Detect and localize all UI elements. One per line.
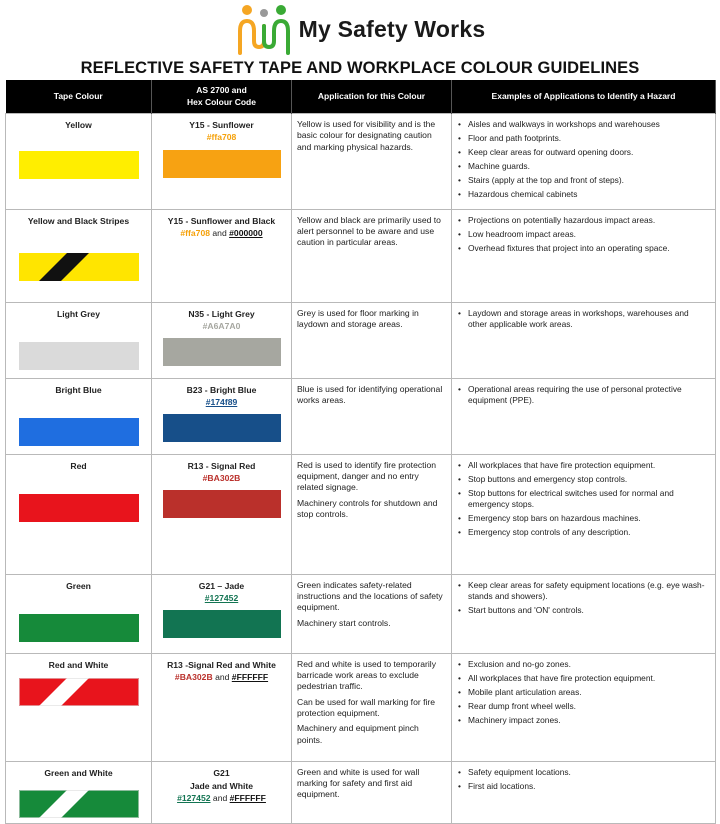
hex-code-line — [157, 132, 286, 143]
examples-list — [457, 460, 710, 539]
example-item: • Mobile plant articulation areas. — [468, 687, 710, 698]
application-text: Red is used to identify fire protection equipment, danger and no entry related signage. — [297, 459, 437, 493]
tape-name: Light Grey — [57, 308, 100, 319]
hex-code-line — [157, 397, 286, 408]
examples-cell — [452, 378, 716, 454]
hex-code: #ffa708 — [180, 227, 211, 238]
example-item: • Emergency stop controls of any description. — [468, 527, 710, 538]
header-application: Application for this Colour — [292, 80, 452, 114]
tape-name: Red — [70, 460, 87, 471]
tape-name: Bright Blue — [55, 384, 102, 395]
example-item: • Machine guards. — [468, 161, 710, 172]
as2700-cell — [152, 209, 292, 302]
application-cell — [292, 761, 452, 823]
example-item: • Emergency stop bars on hazardous machines. — [468, 513, 710, 524]
tape-sample — [19, 614, 139, 642]
hex-code: #174f89 — [205, 396, 238, 407]
example-item: • Hazardous chemical cabinets — [468, 189, 710, 200]
application-text: Grey is used for floor marking in laydown and storage areas. — [297, 307, 419, 329]
tape-name: Red and White — [48, 659, 109, 670]
as2700-code-name: Y15 - Sunflower and Black — [167, 215, 276, 226]
examples-cell — [452, 302, 716, 378]
table-row — [6, 574, 716, 653]
examples-list — [457, 580, 710, 616]
hex-code: #BA302B — [202, 472, 241, 483]
hex-code-line — [157, 593, 286, 604]
application-text: Yellow is used for visibility and is the basic colour for designating caution and marking physical hazards. — [297, 119, 436, 152]
example-item: • Rear dump front wheel wells. — [468, 701, 710, 712]
hex-code-line — [157, 793, 286, 804]
hex-colour-swatch — [163, 150, 281, 178]
hex-code: #ffa708 — [206, 132, 237, 143]
table-row — [6, 454, 716, 574]
examples-list — [457, 384, 710, 406]
hex-code: #BA302B — [174, 671, 213, 682]
as2700-code-name: R13 - Signal Red — [187, 460, 256, 471]
example-item: • First aid locations. — [468, 781, 710, 792]
application-cell — [292, 454, 452, 574]
examples-cell — [452, 209, 716, 302]
brand-name: My Safety Works — [298, 15, 486, 42]
tape-colour-cell — [6, 378, 152, 454]
example-item: • Floor and path footprints. — [468, 133, 710, 144]
example-item: • Keep clear areas for outward opening doors. — [468, 147, 710, 158]
example-item: • Start buttons and 'ON' controls. — [468, 605, 710, 616]
as2700-cell — [152, 302, 292, 378]
as2700-code-name: R13 -Signal Red and White — [167, 659, 276, 670]
header-examples: Examples of Applications to Identify a Hazard — [452, 80, 716, 114]
as2700-cell — [152, 574, 292, 653]
tape-sample — [19, 678, 139, 706]
header-as2700 — [152, 80, 292, 114]
as2700-cell — [152, 114, 292, 210]
table-row — [6, 209, 716, 302]
colour-guidelines-table — [5, 80, 716, 824]
tape-sample — [19, 790, 139, 818]
example-item: • Exclusion and no-go zones. — [468, 659, 710, 670]
example-item: • Stop buttons and emergency stop controls. — [468, 474, 710, 485]
as2700-cell — [152, 378, 292, 454]
tape-colour-cell — [6, 209, 152, 302]
hex-code: #127452 — [204, 592, 239, 603]
example-item: • Stairs (apply at the top and front of steps). — [468, 175, 710, 186]
as2700-code-name: G21 – Jade — [198, 580, 245, 591]
example-item: • Projections on potentially hazardous impact areas. — [468, 215, 710, 226]
examples-cell — [452, 574, 716, 653]
as2700-code-name: B23 - Bright Blue — [186, 384, 257, 395]
hex-code: #A6A7A0 — [202, 320, 241, 331]
application-text: Green and white is used for wall marking for safety and first aid equipment. — [297, 766, 420, 800]
tape-colour-cell — [6, 574, 152, 653]
tape-sample — [19, 494, 139, 522]
example-item: • Overhead fixtures that project into an operating space. — [468, 243, 710, 254]
table-row — [6, 302, 716, 378]
hex-code: #127452 — [177, 793, 211, 804]
hex-code-line — [157, 321, 286, 332]
tape-colour-cell — [6, 653, 152, 761]
tape-name: Yellow — [65, 120, 92, 130]
examples-list — [457, 215, 710, 254]
tape-colour-cell — [6, 454, 152, 574]
hex-code-line — [157, 228, 286, 239]
table-row — [6, 378, 716, 454]
example-item: • Laydown and storage areas in workshops, warehouses and other applicable work areas. — [468, 308, 710, 330]
header-logo — [0, 0, 720, 58]
examples-list — [457, 119, 710, 201]
application-text: Machinery start controls. — [297, 617, 391, 628]
application-text: Yellow and black are primarily used to alert personnel to be aware and use caution in particular areas. — [297, 214, 441, 248]
tape-name: Green — [66, 580, 91, 591]
example-item: • Operational areas requiring the use of personal protective equipment (PPE). — [468, 384, 710, 406]
example-item: • All workplaces that have fire protection equipment. — [468, 460, 710, 471]
example-item: • Low headroom impact areas. — [468, 229, 710, 240]
application-text: Machinery controls for shutdown and stop controls. — [297, 497, 438, 519]
hex-code: #FFFFFF — [231, 671, 269, 682]
header-as2700-line2: Hex Colour Code — [187, 96, 256, 107]
application-text: Green indicates safety-related instructions and the locations of safety equipment. — [297, 579, 443, 613]
example-item: • All workplaces that have fire protection equipment. — [468, 673, 710, 684]
example-item: • Safety equipment locations. — [468, 767, 710, 778]
examples-cell — [452, 653, 716, 761]
document-title: REFLECTIVE SAFETY TAPE AND WORKPLACE COLOUR GUIDELINES — [80, 59, 640, 77]
examples-list — [457, 308, 710, 330]
as2700-cell — [152, 454, 292, 574]
tape-name: Green and White — [44, 767, 113, 778]
application-cell — [292, 574, 452, 653]
table-row — [6, 114, 716, 210]
hex-connector: and — [212, 793, 228, 804]
application-cell — [292, 114, 452, 210]
table-row — [6, 761, 716, 823]
tape-name: Yellow and Black Stripes — [27, 215, 130, 226]
application-text: Can be used for wall marking for fire protection equipment. — [297, 696, 436, 718]
application-cell — [292, 653, 452, 761]
header-tape-colour: Tape Colour — [6, 80, 152, 114]
application-cell — [292, 378, 452, 454]
tape-sample — [19, 342, 139, 370]
as2700-code-name-line2: Jade and White — [189, 780, 254, 791]
tape-sample — [19, 151, 139, 179]
hex-connector: and — [212, 227, 227, 238]
hex-colour-swatch — [163, 610, 281, 638]
as2700-code-name-line1: G21 — [213, 767, 230, 778]
as2700-code-name: N35 - Light Grey — [188, 308, 255, 319]
application-cell — [292, 302, 452, 378]
application-text: Red and white is used to temporarily barricade work areas to exclude pedestrian traffic. — [297, 658, 437, 692]
examples-cell — [452, 454, 716, 574]
examples-list — [457, 659, 710, 726]
hex-colour-swatch — [163, 414, 281, 442]
tape-colour-cell — [6, 114, 152, 210]
as2700-cell — [152, 761, 292, 823]
hex-code-line — [157, 672, 286, 683]
hex-connector: and — [215, 671, 230, 682]
application-text: Machinery and equipment pinch points. — [297, 723, 419, 745]
examples-list — [457, 767, 710, 792]
as2700-cell — [152, 653, 292, 761]
tape-sample — [19, 253, 139, 281]
examples-cell — [452, 114, 716, 210]
table-header-row — [6, 80, 716, 114]
header-as2700-line1: AS 2700 and — [196, 85, 247, 96]
application-cell — [292, 209, 452, 302]
hex-colour-swatch — [163, 338, 281, 366]
hex-code-line — [157, 473, 286, 484]
table-row — [6, 653, 716, 761]
example-item: • Machinery impact zones. — [468, 715, 710, 726]
brand-logo-icon — [235, 1, 297, 57]
as2700-code-name: Y15 - Sunflower — [189, 120, 254, 130]
examples-cell — [452, 761, 716, 823]
example-item: • Keep clear areas for safety equipment locations (e.g. eye wash-stands and showers). — [468, 580, 710, 602]
tape-colour-cell — [6, 302, 152, 378]
hex-colour-swatch — [163, 490, 281, 518]
tape-sample — [19, 418, 139, 446]
hex-code: #FFFFFF — [229, 793, 266, 804]
tape-colour-cell — [6, 761, 152, 823]
example-item: • Stop buttons for electrical switches used for normal and emergency stops. — [468, 488, 710, 510]
hex-code: #000000 — [229, 227, 263, 238]
example-item: • Aisles and walkways in workshops and warehouses — [468, 119, 710, 130]
application-text: Blue is used for identifying operational works areas. — [297, 383, 443, 405]
